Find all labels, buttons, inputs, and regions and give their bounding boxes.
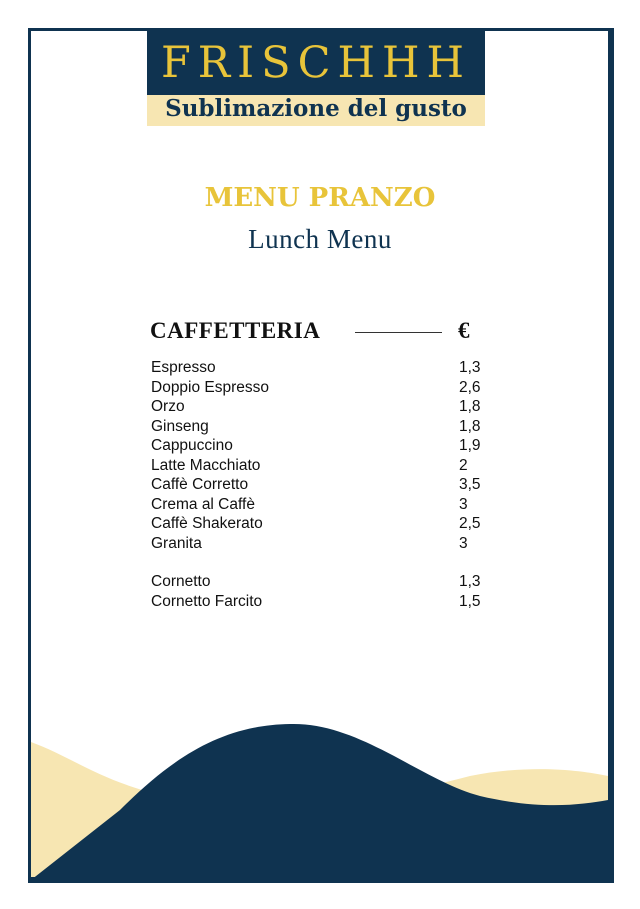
item-name: Caffè Corretto <box>151 476 249 493</box>
item-price: 3 <box>459 495 468 513</box>
menu-item <box>150 475 490 495</box>
logo-text: FRISCHHH <box>160 38 472 88</box>
menu-item <box>150 436 490 456</box>
item-price: 1,3 <box>459 573 481 590</box>
menu-item <box>150 358 490 378</box>
item-price: 1,8 <box>459 417 481 435</box>
menu-item <box>150 495 490 515</box>
menu-subtitle: Lunch Menu <box>248 224 392 254</box>
item-name: Cornetto <box>151 573 211 590</box>
menu-item <box>150 417 490 437</box>
item-price: 1,3 <box>459 359 481 376</box>
item-name: Crema al Caffè <box>151 495 255 513</box>
menu-title: MENU PRANZO <box>204 183 436 213</box>
menu-item <box>150 397 490 417</box>
section-title: CAFFETTERIA <box>150 318 321 343</box>
item-price: 1,5 <box>459 592 481 610</box>
menu-item <box>150 534 490 554</box>
menu-item-list-pastries <box>150 572 490 611</box>
logo-banner <box>147 30 485 95</box>
item-name: Latte Macchiato <box>151 456 261 474</box>
tagline-banner <box>147 95 485 126</box>
item-price: 2 <box>459 456 468 474</box>
item-price: 3 <box>459 534 468 552</box>
menu-item <box>150 572 490 592</box>
currency-symbol: € <box>458 318 470 343</box>
item-name: Cappuccino <box>151 437 233 454</box>
item-name: Caffè Shakerato <box>151 515 263 532</box>
item-price: 1,8 <box>459 398 481 415</box>
item-price: 1,9 <box>459 437 481 454</box>
tagline-text: Sublimazione del gusto <box>165 95 467 122</box>
item-name: Cornetto Farcito <box>151 592 263 610</box>
item-name: Doppio Espresso <box>151 378 270 396</box>
menu-item <box>150 592 490 612</box>
item-price: 3,5 <box>459 476 481 493</box>
item-name: Ginseng <box>151 417 209 435</box>
item-name: Orzo <box>151 398 185 415</box>
menu-item-list <box>150 358 490 553</box>
item-name: Espresso <box>151 359 216 376</box>
menu-item <box>150 514 490 534</box>
section-divider <box>355 332 442 333</box>
item-price: 2,5 <box>459 515 481 532</box>
menu-item <box>150 378 490 398</box>
menu-item <box>150 456 490 476</box>
item-name: Granita <box>151 534 202 552</box>
item-price: 2,6 <box>459 378 481 396</box>
